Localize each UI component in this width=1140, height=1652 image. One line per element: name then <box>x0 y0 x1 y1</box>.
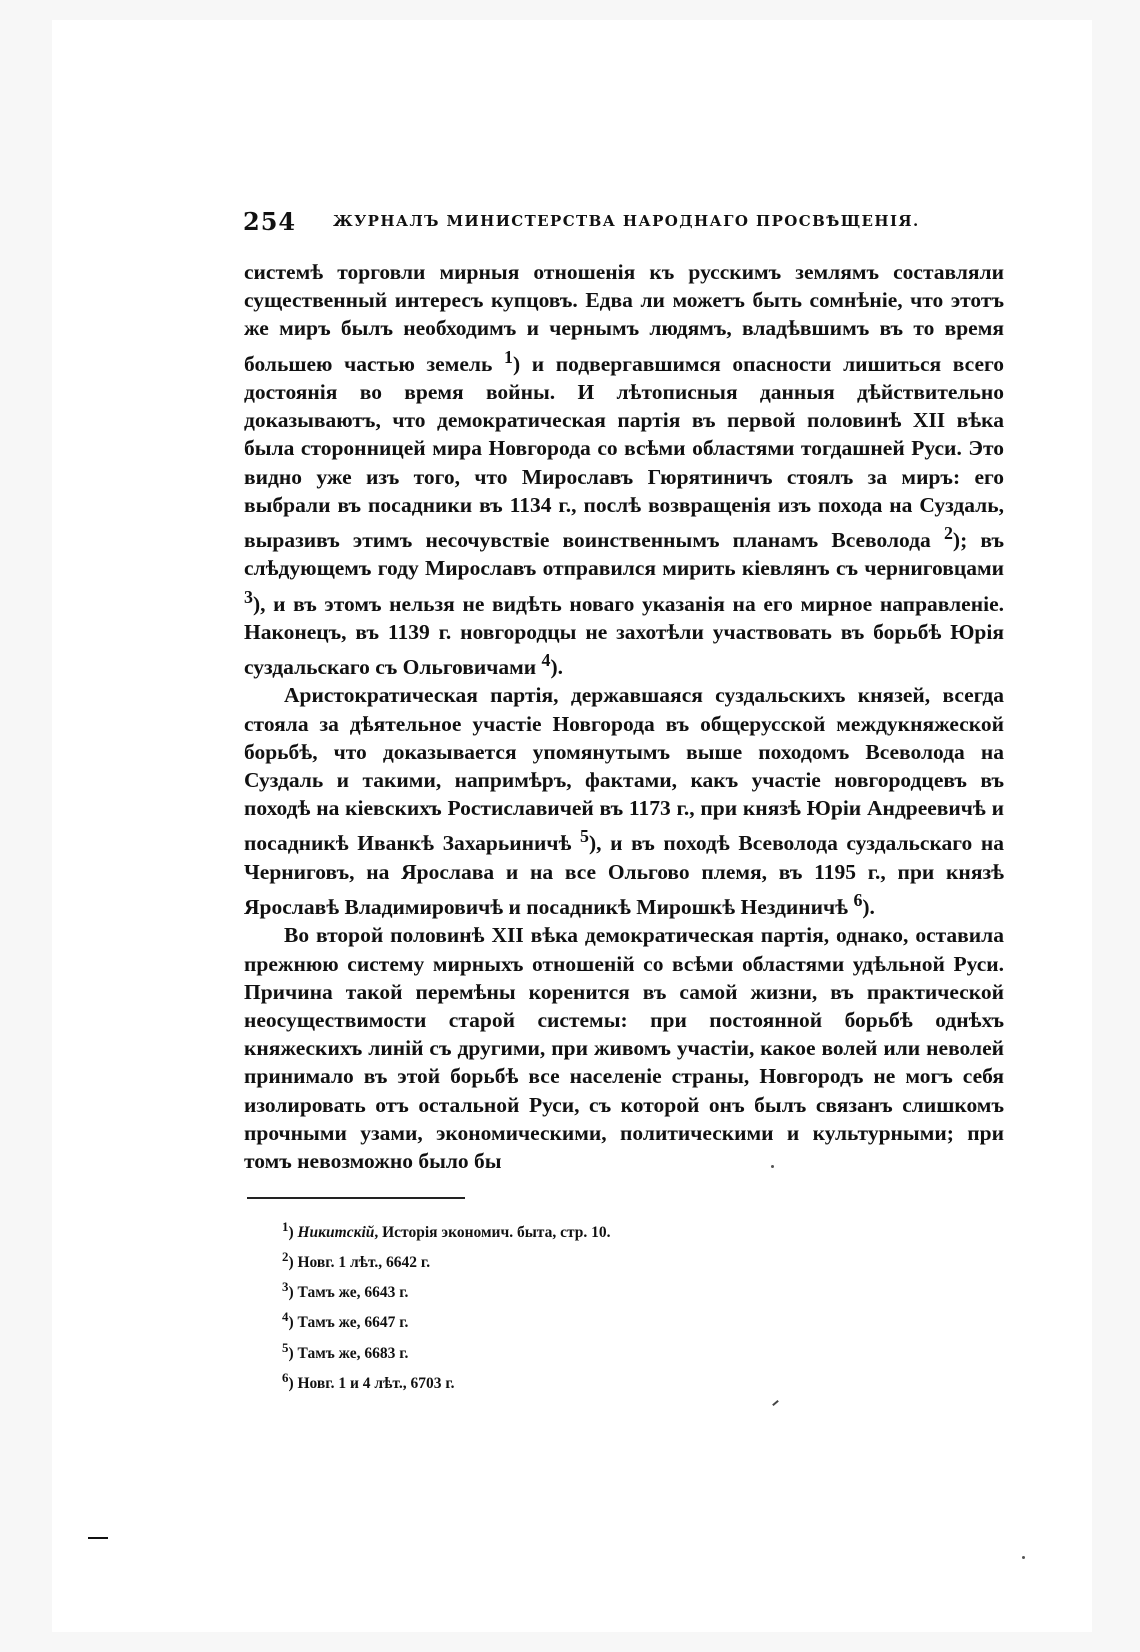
running-title: ЖУРНАЛЪ МИНИСТЕРСТВА НАРОДНАГО ПРОСВѢЩЕНІЯ. <box>333 212 920 230</box>
page-number: 254 <box>243 207 297 236</box>
footnote-author: Никитскій <box>297 1224 375 1242</box>
text-run: ); въ слѣдующемъ году Мирославъ отправился мирить кіевлянъ съ черниговцами <box>244 528 1004 581</box>
footnote-number: 4 <box>282 1309 289 1325</box>
footnote-number: 3 <box>282 1279 289 1295</box>
footnote-3: $^3$) Тамъ же, 6643 г. <box>282 1279 409 1302</box>
footnote-ref: 5 <box>580 826 589 847</box>
footnote-2: $^2$) Новг. 1 лѣт., 6642 г. <box>282 1249 431 1272</box>
footnote-ref: 1 <box>503 346 513 367</box>
footnote-text: Тамъ же, 6683 г. <box>297 1344 409 1362</box>
text-run: ), и въ этомъ нельзя не видѣть новаго указанія на его мирное направленіе. Наконецъ, въ 1139 г. новгородцы не захотѣли участвовать въ борьбѣ Юрія суздальскаго съ Ольговичами <box>244 591 1004 680</box>
text-run: ). <box>862 895 875 920</box>
footnote-ref: 3 <box>244 586 253 607</box>
footnote-5: $^5$) Тамъ же, 6683 г. <box>282 1339 409 1362</box>
footnote-number: 2 <box>282 1249 289 1265</box>
scan-mark <box>88 1537 108 1539</box>
footnote-4: $^4$) Тамъ же, 6647 г. <box>282 1309 409 1332</box>
footnote-1: $^1$) Никитскій, Исторія экономич. быта, стр. 10. <box>282 1219 611 1242</box>
footnote-text: , Исторія экономич. быта, стр. 10. <box>374 1224 611 1242</box>
footnote-number: 5 <box>282 1339 289 1355</box>
footnote-ref: 2 <box>943 522 953 543</box>
footnote-text: Новг. 1 лѣт., 6642 г. <box>297 1254 431 1272</box>
footnote-ref: 4 <box>541 650 551 671</box>
text-run: ) и подвергавшимся опасности лишиться всего достоянія во время войны. И лѣтописныя данныя дѣйствительно доказываютъ, что демократическая партія въ первой половинѣ XII вѣка была сторонницей мира Новгорода со всѣми областями тогдашней Руси. Это видно уже изъ того, что Мирославъ Гюрятиничъ стоялъ за миръ: его выбрали въ посадники въ 1134 г., послѣ возвращенія изъ похода на Суздаль, выразивъ этимъ несочувствіе воинственнымъ планамъ Всеволода <box>244 351 1004 553</box>
page-header <box>243 207 1003 237</box>
footnote-ref: 6 <box>853 890 863 911</box>
text-run: ), и въ походѣ Всеволода суздальскаго на Черниговъ, на Ярослава и на все Ольгово племя, въ 1195 г., при князѣ Ярославѣ Владимировичѣ и посадникѣ Мирошкѣ Нездиничѣ <box>244 831 1005 920</box>
footnote-text: Тамъ же, 6643 г. <box>297 1284 409 1302</box>
footnote-text: Новг. 1 и 4 лѣт., 6703 г. <box>297 1374 455 1392</box>
footnote-divider <box>247 1197 465 1199</box>
footnotes <box>282 1215 782 1396</box>
text-run: ). <box>550 655 564 680</box>
body-text <box>244 258 1004 1175</box>
footnote-number: 6 <box>282 1369 289 1385</box>
paragraph-3: Во второй половинѣ XII вѣка демократическая партія, однако, оставила прежнюю систему мирныхъ отношеній со всѣми областями удѣльной Руси. Причина такой перемѣны коренится въ самой жизни, въ практической неосуществимости старой системы: при постоянной борьбѣ однѣхъ княжескихъ линій съ другими, при живомъ участіи, какое волей или неволей принимало въ этой борьбѣ все населеніе страны, Новгородъ не могъ себя изолировать отъ остальной Руси, съ которой онъ былъ связанъ слишкомъ прочными узами, экономическими, политическими и культурными; при томъ невозможно было бы <box>244 923 1004 1174</box>
scan-speck <box>1022 1556 1025 1559</box>
footnote-text: Тамъ же, 6647 г. <box>297 1314 409 1332</box>
text-run: Аристократическая партія, державшаяся суздальскихъ князей, всегда стояла за дѣятельное участіе Новгорода въ общерусской междукняжеской борьбѣ, что доказывается упомянутымъ выше походомъ Всеволода на Суздаль и такими, напримѣръ, фактами, какъ участіе новгородцевъ въ походѣ на кіевскихъ Ростиславичей въ 1173 г., при князѣ Юріи Андреевичѣ и посадникѣ Иванкѣ Захарьиничѣ <box>244 683 1004 856</box>
scan-speck <box>771 1165 774 1168</box>
text-run: системѣ торговли мирныя отношенія къ русскимъ землямъ составляли существенный интересъ купцовъ. Едва ли можетъ быть сомнѣніе, что этотъ же миръ былъ необходимъ и чернымъ людямъ, владѣвшимъ въ то время большею частью земель <box>244 260 1004 376</box>
paragraph-2 <box>244 681 1004 921</box>
footnote-number: 1 <box>282 1219 289 1234</box>
paragraph-1 <box>244 258 1004 681</box>
footnote-6: $^6$) Новг. 1 и 4 лѣт., 6703 г. <box>282 1369 455 1392</box>
